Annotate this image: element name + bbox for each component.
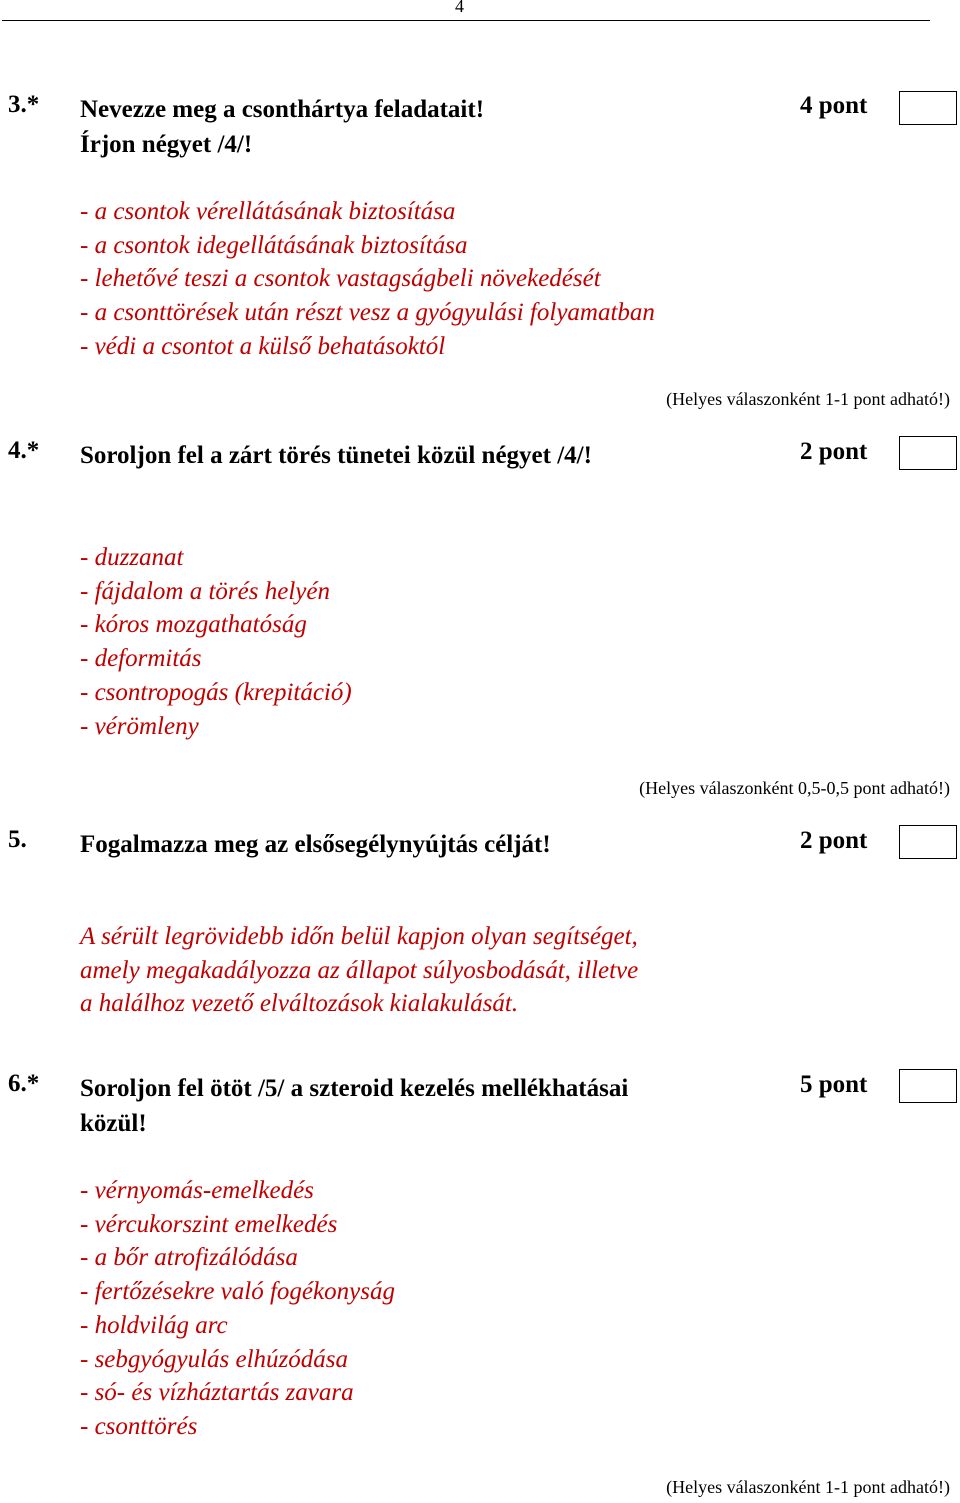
header-rule — [2, 20, 930, 21]
answer-item: - deformitás — [80, 645, 202, 673]
answer-list — [80, 195, 655, 364]
question-title-line: Írjon négyet /4/! — [80, 131, 253, 158]
answer-list — [80, 541, 352, 743]
question-points: 5 pont — [800, 1071, 868, 1098]
answer-item: - a csontok vérellátásának biztosítása — [80, 198, 456, 225]
question-points: 2 pont — [800, 827, 868, 854]
answer-line: a halálhoz vezető elváltozások kialakulását. — [80, 990, 519, 1018]
question-number: 6.* — [8, 1070, 40, 1097]
question-points: 4 pont — [800, 92, 868, 119]
answer-item: - holdvilág arc — [80, 1311, 228, 1339]
answer-item: - vérnyomás-emelkedés — [80, 1177, 314, 1204]
answer-item: - a csontok idegellátásának biztosítása — [80, 231, 468, 259]
page-number: 4 — [455, 0, 464, 16]
answer-list — [80, 1174, 395, 1444]
score-box[interactable] — [899, 91, 957, 125]
question-title-line: Fogalmazza meg az elsősegélynyújtás célját! — [80, 831, 551, 858]
answer-item: - a bőr atrofizálódása — [80, 1244, 298, 1272]
question-title-line: Soroljon fel ötöt /5/ a szteroid kezelés mellékhatásai — [80, 1075, 629, 1102]
question-number: 5. — [8, 826, 27, 853]
answer-item: - sebgyógyulás elhúzódása — [80, 1345, 349, 1373]
answer-item: - csonttörés — [80, 1412, 198, 1440]
answer-item: - a csonttörések után részt vesz a gyógyulási folyamatban — [80, 299, 655, 327]
question-title-line: Soroljon fel a zárt törés tünetei közül négyet /4/! — [80, 442, 592, 469]
answer-line: A sérült legrövidebb időn belül kapjon olyan segítséget, — [80, 923, 638, 950]
question-title — [80, 438, 740, 473]
scoring-note: (Helyes válaszonként 1-1 pont adható!) — [666, 389, 950, 409]
score-box[interactable] — [899, 436, 957, 470]
answer-item: - csontropogás (krepitáció) — [80, 678, 352, 706]
answer-item: - vércukorszint emelkedés — [80, 1210, 338, 1238]
answer-item: - fájdalom a törés helyén — [80, 577, 330, 605]
question-title-line: közül! — [80, 1110, 147, 1137]
scoring-note: (Helyes válaszonként 0,5-0,5 pont adható!) — [639, 778, 950, 798]
answer-item: - vérömleny — [80, 712, 199, 740]
scoring-note: (Helyes válaszonként 1-1 pont adható!) — [666, 1477, 950, 1497]
score-box[interactable] — [899, 1069, 957, 1103]
answer-item: - duzzanat — [80, 544, 184, 571]
question-points: 2 pont — [800, 438, 868, 465]
question-title — [80, 1071, 740, 1141]
question-title — [80, 827, 740, 862]
question-title — [80, 92, 740, 162]
answer-item: - kóros mozgathatóság — [80, 611, 307, 639]
answer-item: - védi a csontot a külső behatásoktól — [80, 332, 446, 360]
answer-item: - só- és vízháztartás zavara — [80, 1379, 354, 1407]
answer-item: - fertőzésekre való fogékonyság — [80, 1278, 395, 1306]
answer-paragraph — [80, 920, 638, 1021]
question-number: 3.* — [8, 91, 40, 118]
question-title-line: Nevezze meg a csonthártya feladatait! — [80, 96, 485, 123]
question-number: 4.* — [8, 437, 40, 464]
answer-item: - lehetővé teszi a csontok vastagságbeli növekedését — [80, 265, 601, 293]
answer-line: amely megakadályozza az állapot súlyosbodását, illetve — [80, 956, 639, 984]
score-box[interactable] — [899, 825, 957, 859]
